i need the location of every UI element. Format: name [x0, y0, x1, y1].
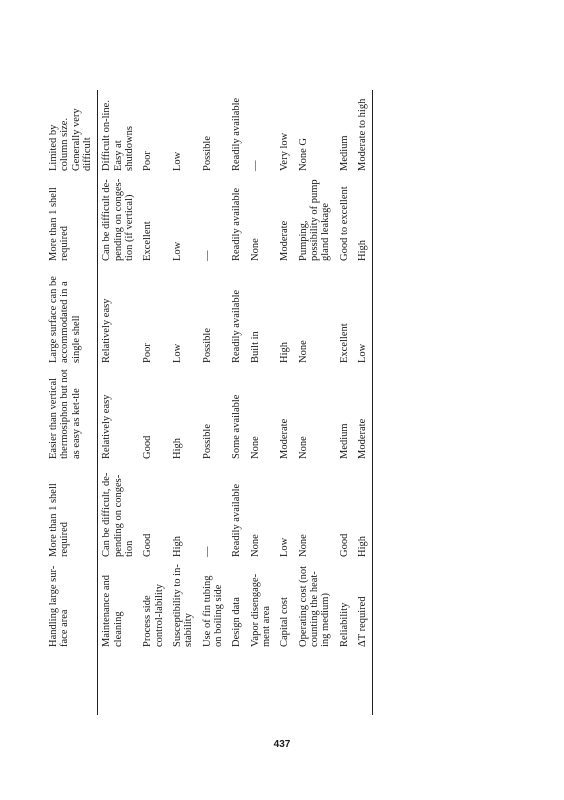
table-cell: Moderate [279, 220, 291, 261]
row-label-cell: Maintenance and cleaning [98, 559, 139, 649]
table-row [354, 90, 373, 715]
table-cell: Can be difficult de-pending on conges-tion (if vertical) [98, 173, 139, 263]
left-spacer-cell [247, 649, 277, 715]
table-cell: Excellent [338, 323, 350, 363]
table-cell: — [201, 546, 213, 557]
table-cell: Readily available [231, 97, 243, 171]
table-cell: Readily available [231, 187, 243, 261]
table-cell: Good to excellent [338, 186, 350, 261]
table-cell: Some available [231, 394, 243, 459]
table-cell: Good [142, 435, 154, 459]
table-row [42, 90, 98, 715]
table-cell: — [249, 160, 261, 171]
row-label-cell: Operating cost (not counting the heat-ing medium) [297, 565, 332, 647]
table-cell: Possible [201, 423, 213, 459]
table-cell: Medium [338, 423, 350, 459]
table-cell: Difficult on-line. Easy at shutdowns [98, 90, 139, 173]
row-label-cell: ΔT required [354, 559, 373, 649]
table-cell: Low [279, 537, 291, 557]
row-label-cell: Handling large sur-face area [48, 565, 71, 647]
left-spacer-cell [42, 649, 98, 715]
row-label-cell: Process side control-lability [142, 584, 165, 647]
table-body [42, 90, 373, 715]
table-row [199, 90, 229, 715]
left-spacer-cell [354, 649, 373, 715]
left-spacer-cell [295, 649, 336, 715]
table-cell: High [171, 536, 183, 557]
table-cell: Readily available [231, 289, 243, 363]
table-cell: Low [354, 263, 373, 365]
row-label-cell: Vapor disengage-ment area [249, 573, 272, 647]
table-cell: Poor [142, 343, 154, 363]
table-cell: Possible [201, 135, 213, 171]
left-spacer-cell [169, 649, 199, 715]
table-cell: Very low [279, 132, 291, 171]
left-spacer-cell [199, 649, 229, 715]
table-cell: None [297, 340, 309, 363]
table-row [169, 90, 199, 715]
table-cell: None [297, 534, 309, 557]
table-cell: Relatively easy [98, 263, 139, 365]
row-label-cell: Reliability [338, 602, 350, 647]
table-cell: Readily available [231, 483, 243, 557]
table-cell: Easier than vertical thermosiphon but not as easy as ket-tle [48, 369, 82, 459]
table-cell: Pumping, possibility of pump gland leakage [297, 179, 332, 261]
table-cell: High [354, 173, 373, 263]
table-cell: Possible [201, 327, 213, 363]
table-cell: Good [142, 533, 154, 557]
left-spacer-cell [139, 649, 169, 715]
row-label-cell: Design data [231, 597, 243, 647]
left-spacer-cell [228, 649, 246, 715]
table-cell: Low [171, 241, 183, 261]
reboiler-comparison-table [42, 90, 373, 715]
table-cell: None [249, 238, 261, 261]
row-label-cell: Use of fin tubing on boiling side [201, 575, 224, 647]
table-cell: Moderate [354, 365, 373, 461]
left-spacer-cell [276, 649, 294, 715]
table-cell: — [201, 250, 213, 261]
table-cell: None [297, 436, 309, 459]
table-cell: High [171, 438, 183, 459]
table-cell: Medium [338, 135, 350, 171]
table-row [247, 90, 277, 715]
row-label-cell: Susceptibility to in-stability [171, 564, 195, 647]
table-cell: Limited by column size. Generally very difficult [48, 108, 93, 171]
table-cell: More than 1 shell required [48, 187, 71, 261]
table-row [276, 90, 294, 715]
table-row [336, 90, 354, 715]
table-cell: None G [297, 138, 309, 171]
table-cell: Can be difficult, de-pending on conges-tion [98, 461, 139, 559]
table-cell: Large surface can be accommodated in a single shell [48, 276, 82, 363]
table-cell: High [279, 342, 291, 363]
table-cell: Good [338, 533, 350, 557]
table-cell: None [249, 534, 261, 557]
table-cell: Built in [249, 331, 261, 363]
row-label-cell: Capital cost [279, 597, 291, 647]
table-cell: Excellent [142, 221, 154, 261]
left-spacer-cell [98, 649, 139, 715]
table-cell: Low [171, 151, 183, 171]
table-row [98, 90, 139, 715]
table-cell: Poor [142, 151, 154, 171]
table-cell: None [249, 436, 261, 459]
table-row [228, 90, 246, 715]
table-row [295, 90, 336, 715]
page-number: 437 [273, 739, 291, 750]
table-cell: More than 1 shell required [48, 483, 71, 557]
table-cell: Moderate [279, 418, 291, 459]
left-spacer-cell [336, 649, 354, 715]
table-cell: Low [171, 343, 183, 363]
table-row [139, 90, 169, 715]
table-cell: Moderate to high [354, 90, 373, 173]
table-cell: Relatively easy [98, 365, 139, 461]
table-cell: High [354, 461, 373, 559]
rotated-comparison-table [42, 90, 384, 715]
